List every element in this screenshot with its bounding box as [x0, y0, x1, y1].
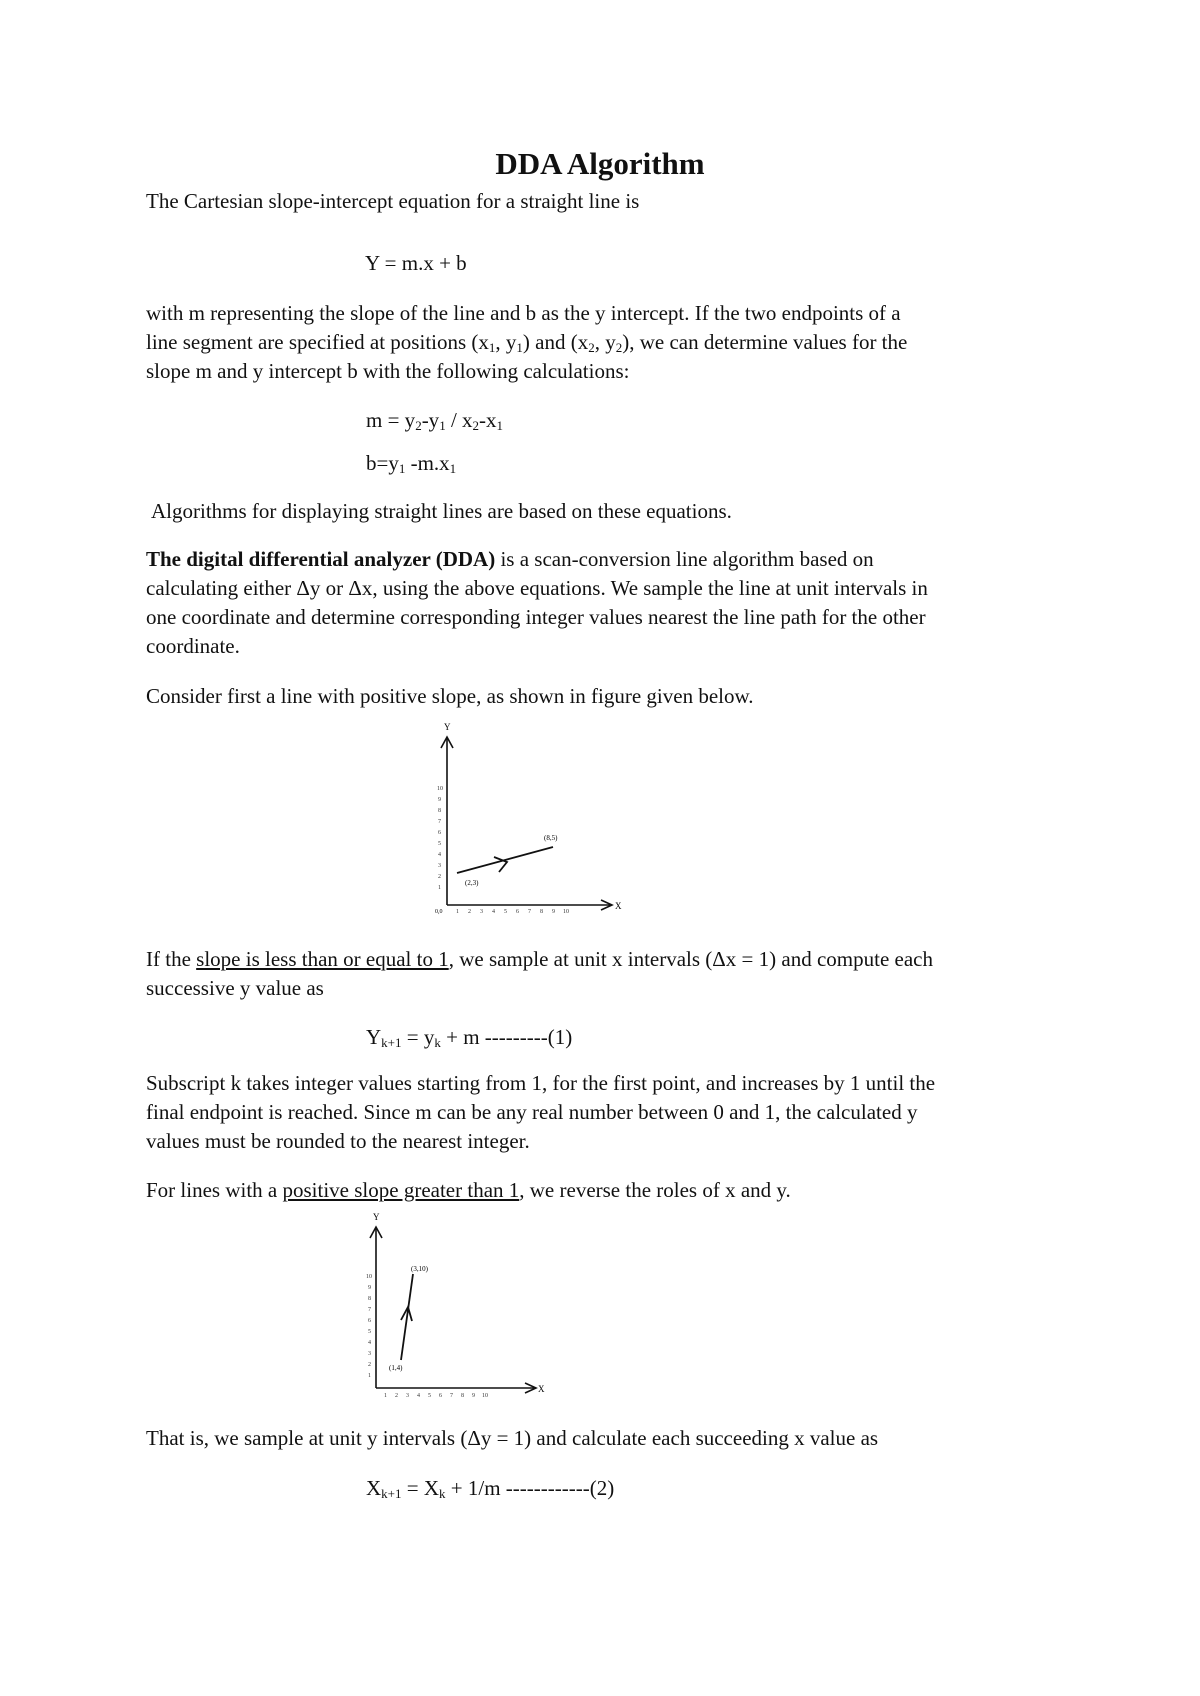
consider-text: Consider first a line with positive slope, as shown in figure given below. — [146, 684, 754, 708]
fig1-x-tick: 9 — [552, 909, 555, 915]
intercept-equation — [366, 448, 456, 484]
fig1-y-tick: 8 — [438, 808, 441, 814]
fig1-x-ticks — [456, 909, 569, 915]
fig1-y-axis-label: Y — [444, 722, 451, 732]
subscript: 1 — [398, 461, 406, 476]
slope-text: For lines with a — [146, 1178, 283, 1202]
fig1-line-segment — [457, 847, 553, 873]
eq-text: m = y — [366, 408, 416, 432]
slope-text: If the — [146, 947, 197, 971]
fig2-x-tick: 3 — [406, 1393, 409, 1399]
slope-condition: slope is less than or equal to 1 — [196, 947, 449, 971]
fig2-y-ticks — [366, 1274, 372, 1379]
subscript: k+1 — [381, 1035, 402, 1050]
that-is-text: That is, we sample at unit y intervals (Δy = 1) and calculate each succeeding x value as — [146, 1426, 879, 1450]
fig1-y-tick: 7 — [438, 819, 441, 825]
fig1-y-tick: 5 — [438, 841, 441, 847]
fig1-y-tick: 9 — [438, 797, 441, 803]
fig1-origin-label: 0,0 — [435, 909, 443, 915]
fig2-y-tick: 6 — [368, 1318, 371, 1324]
subscript: 1 — [516, 340, 523, 355]
eq-text: -m.x — [405, 451, 450, 475]
dda-line2: calculating either Δy or Δx, using the above equations. We sample the line at unit intervals in — [146, 576, 928, 600]
slope-gt1-line — [146, 1175, 791, 1205]
slope-le1-line1 — [146, 944, 933, 974]
fig2-y-tick: 3 — [368, 1351, 371, 1357]
fig2-y-tick: 1 — [368, 1373, 371, 1379]
dda-term: The digital differential analyzer (DDA) — [146, 547, 496, 571]
intro-text: The Cartesian slope-intercept equation for a straight line is — [146, 189, 640, 213]
subscript: 1 — [449, 461, 457, 476]
fig2-y-tick: 10 — [366, 1274, 372, 1280]
fig1-x-tick: 6 — [516, 909, 519, 915]
subscript-para-line2: final endpoint is reached. Since m can be any real number between 0 and 1, the calculated y — [146, 1100, 918, 1124]
subscript: 2 — [472, 418, 480, 433]
subscript-para-line1: Subscript k takes integer values starting from 1, for the first point, and increases by 1 until the — [146, 1071, 936, 1095]
dda-text: is a scan-conversion line algorithm based on — [495, 547, 874, 571]
fig2-x-tick: 7 — [450, 1393, 453, 1399]
subscript: 2 — [588, 340, 595, 355]
fig2-end-label: (3,10) — [411, 1265, 428, 1273]
fig1-x-tick: 1 — [456, 909, 459, 915]
eq-text: b=y — [366, 451, 399, 475]
fig2-x-tick: 8 — [461, 1393, 464, 1399]
fig2-y-tick: 5 — [368, 1329, 371, 1335]
fig1-x-tick: 3 — [480, 909, 483, 915]
fig2-x-axis-label: X — [538, 1384, 545, 1394]
subscript: k — [439, 1486, 446, 1501]
eq-text: + m ---------(1) — [440, 1025, 573, 1049]
eq-text: -y — [421, 408, 440, 432]
eq-text: / x — [445, 408, 473, 432]
fig2-x-tick: 5 — [428, 1393, 431, 1399]
fig2-y-tick: 2 — [368, 1362, 371, 1368]
subscript: 2 — [415, 418, 422, 433]
fig2-x-tick: 1 — [384, 1393, 387, 1399]
para1-text: ), we can determine values for the — [622, 330, 908, 354]
subscript: 1 — [496, 418, 504, 433]
equation-2 — [366, 1473, 614, 1509]
fig1-x-tick: 5 — [504, 909, 507, 915]
para1-text: , y — [594, 330, 616, 354]
subscript: 1 — [439, 418, 446, 433]
fig2-x-ticks — [384, 1393, 488, 1399]
fig1-x-tick: 2 — [468, 909, 471, 915]
fig1-y-tick: 3 — [438, 863, 441, 869]
fig1-x-axis-label: X — [615, 901, 622, 911]
para1-line1: with m representing the slope of the line and b as the y intercept. If the two endpoints of a — [146, 301, 901, 325]
subscript: 2 — [615, 340, 623, 355]
fig2-y-tick: 4 — [368, 1340, 371, 1346]
eq-text: = y — [401, 1025, 435, 1049]
page-title: DDA Algorithm — [495, 146, 705, 181]
fig2-y-tick: 9 — [368, 1285, 371, 1291]
fig1-x-tick: 10 — [563, 909, 569, 915]
fig2-x-tick: 6 — [439, 1393, 442, 1399]
fig2-y-tick: 8 — [368, 1296, 371, 1302]
fig1-start-label: (2,3) — [465, 879, 479, 887]
fig1-y-tick: 4 — [438, 852, 441, 858]
eq-text: = X — [401, 1476, 440, 1500]
figure-steep-slope — [365, 1210, 545, 1400]
fig1-y-tick: 6 — [438, 830, 441, 836]
slope-equation — [366, 405, 503, 441]
figure-positive-slope — [425, 720, 625, 920]
slope-text: , we sample at unit x intervals (Δx = 1) and compute each — [448, 947, 933, 971]
para1-line3: slope m and y intercept b with the following calculations: — [146, 359, 630, 383]
fig1-y-ticks — [437, 786, 443, 891]
fig1-end-label: (8,5) — [544, 834, 558, 842]
slope-text: , we reverse the roles of x and y. — [519, 1178, 791, 1202]
fig1-x-tick: 7 — [528, 909, 531, 915]
para1-text: line segment are specified at positions (x — [146, 330, 489, 354]
dda-line3: one coordinate and determine corresponding integer values nearest the line path for the other — [146, 605, 926, 629]
subscript: k — [434, 1035, 441, 1050]
fig2-y-axis-label: Y — [373, 1212, 380, 1222]
dda-line1 — [146, 544, 874, 574]
equation-1 — [366, 1022, 572, 1058]
fig2-start-label: (1,4) — [389, 1364, 403, 1372]
eq-text: Y — [366, 1025, 382, 1049]
subscript: k+1 — [381, 1486, 402, 1501]
fig1-y-tick: 10 — [437, 786, 443, 792]
dda-line4: coordinate. — [146, 634, 240, 658]
eq-text: X — [366, 1476, 382, 1500]
eq-text: + 1/m ------------(2) — [445, 1476, 615, 1500]
fig2-x-tick: 4 — [417, 1393, 420, 1399]
fig2-y-tick: 7 — [368, 1307, 371, 1313]
subscript: 1 — [488, 340, 496, 355]
slope-le1-line2: successive y value as — [146, 976, 324, 1000]
fig1-y-tick: 1 — [438, 885, 441, 891]
fig2-x-tick: 10 — [482, 1393, 488, 1399]
para1-text: , y — [495, 330, 517, 354]
slope-condition: positive slope greater than 1 — [282, 1178, 520, 1202]
based-on-text: Algorithms for displaying straight lines are based on these equations. — [151, 499, 732, 523]
fig2-x-tick: 2 — [395, 1393, 398, 1399]
fig1-x-tick: 8 — [540, 909, 543, 915]
subscript-para-line3: values must be rounded to the nearest integer. — [146, 1129, 530, 1153]
eq-text: -x — [479, 408, 497, 432]
para1-text: ) and (x — [522, 330, 589, 354]
fig1-x-tick: 4 — [492, 909, 495, 915]
fig2-x-tick: 9 — [472, 1393, 475, 1399]
line-equation: Y = m.x + b — [365, 251, 467, 275]
fig1-y-tick: 2 — [438, 874, 441, 880]
